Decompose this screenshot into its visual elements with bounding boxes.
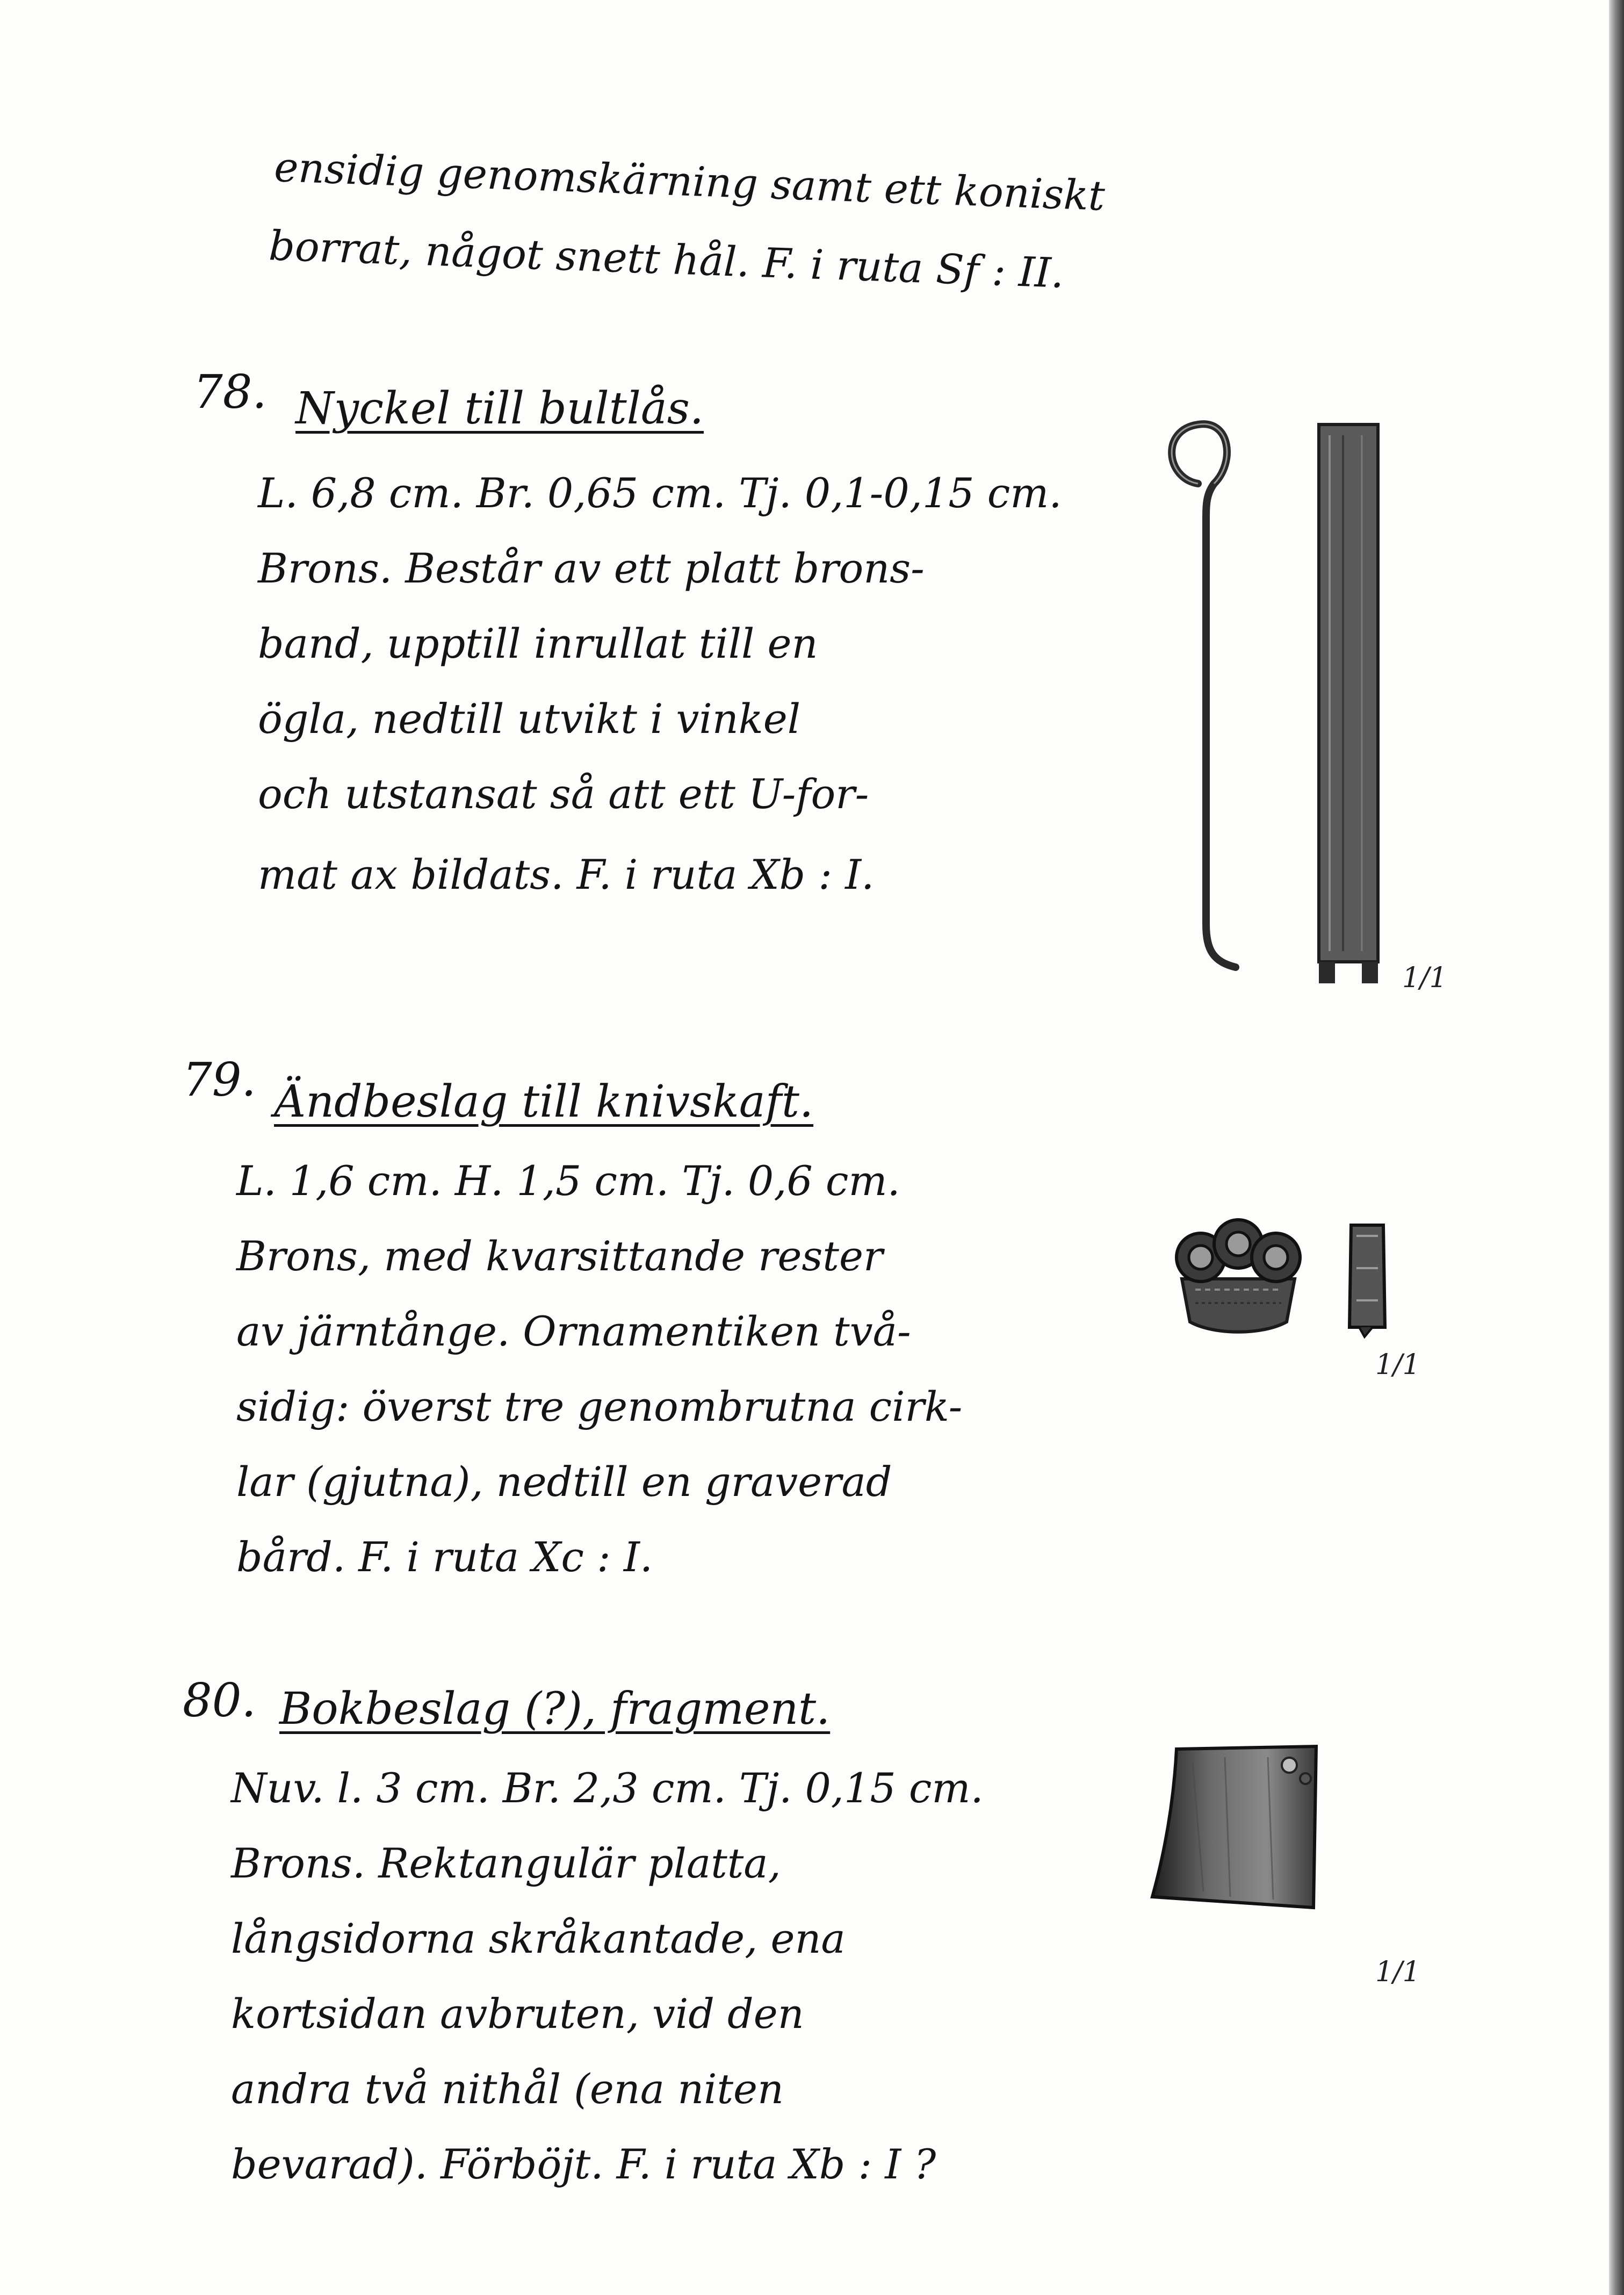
- page-spine-edge: [1609, 0, 1624, 2295]
- entry-78-line-2: Brons. Består av ett platt brons-: [258, 544, 925, 592]
- entry-80-number: 80.: [183, 1674, 256, 1728]
- entry-79-title: Ändbeslag till knivskaft.: [274, 1076, 814, 1127]
- entry-79-line-4: sidig: överst tre genombrutna cirk-: [236, 1383, 963, 1430]
- entry-80-line-5: andra två nithål (ena niten: [231, 2065, 784, 2113]
- entry-78-title: Nyckel till bultlås.: [295, 383, 704, 434]
- entry-79-scale: 1/1: [1375, 1349, 1420, 1381]
- knife-mount-front-drawing: [1166, 1204, 1311, 1338]
- entry-78-line-3: band, upptill inrullat till en: [258, 620, 818, 667]
- knife-mount-side-drawing: [1343, 1214, 1391, 1338]
- entry-79-line-3: av järntånge. Ornamentiken två-: [236, 1307, 911, 1355]
- entry-80-line-4: kortsidan avbruten, vid den: [231, 1990, 804, 2038]
- entry-78-line-6: mat ax bildats. F. i ruta Xb : I.: [258, 851, 875, 898]
- key-wire-drawing: [1155, 414, 1262, 983]
- entry-80-line-3: långsidorna skråkantade, ena: [231, 1915, 846, 1962]
- entry-79-line-2: Brons, med kvarsittande rester: [236, 1232, 883, 1280]
- entry-79-line-1: L. 1,6 cm. H. 1,5 cm. Tj. 0,6 cm.: [236, 1157, 900, 1205]
- entry-79-line-6: bård. F. i ruta Xc : I.: [236, 1533, 653, 1581]
- book-mount-drawing: [1144, 1741, 1338, 1918]
- entry-80-line-1: Nuv. l. 3 cm. Br. 2,3 cm. Tj. 0,15 cm.: [231, 1764, 984, 1812]
- entry-79-number: 79.: [183, 1053, 256, 1107]
- entry-80-scale: 1/1: [1375, 1956, 1420, 1988]
- entry-80-title: Bokbeslag (?), fragment.: [279, 1684, 831, 1735]
- key-band-drawing: [1311, 419, 1386, 989]
- entry-80-line-6: bevarad). Förböjt. F. i ruta Xb : I ?: [231, 2140, 936, 2188]
- entry-78-line-4: ögla, nedtill utvikt i vinkel: [258, 695, 801, 743]
- entry-78-line-5: och utstansat så att ett U-for-: [258, 770, 869, 818]
- entry-80-line-2: Brons. Rektangulär platta,: [231, 1839, 781, 1887]
- intro-line-1: ensidig genomskärning samt ett koniskt: [273, 143, 1106, 220]
- entry-78-number: 78.: [193, 365, 267, 419]
- entry-79-line-5: lar (gjutna), nedtill en graverad: [236, 1458, 892, 1506]
- entry-78-scale: 1/1: [1402, 962, 1447, 994]
- entry-78-line-1: L. 6,8 cm. Br. 0,65 cm. Tj. 0,1-0,15 cm.: [258, 469, 1062, 517]
- intro-line-2: borrat, något snett hål. F. i ruta Sf : II.: [268, 221, 1065, 297]
